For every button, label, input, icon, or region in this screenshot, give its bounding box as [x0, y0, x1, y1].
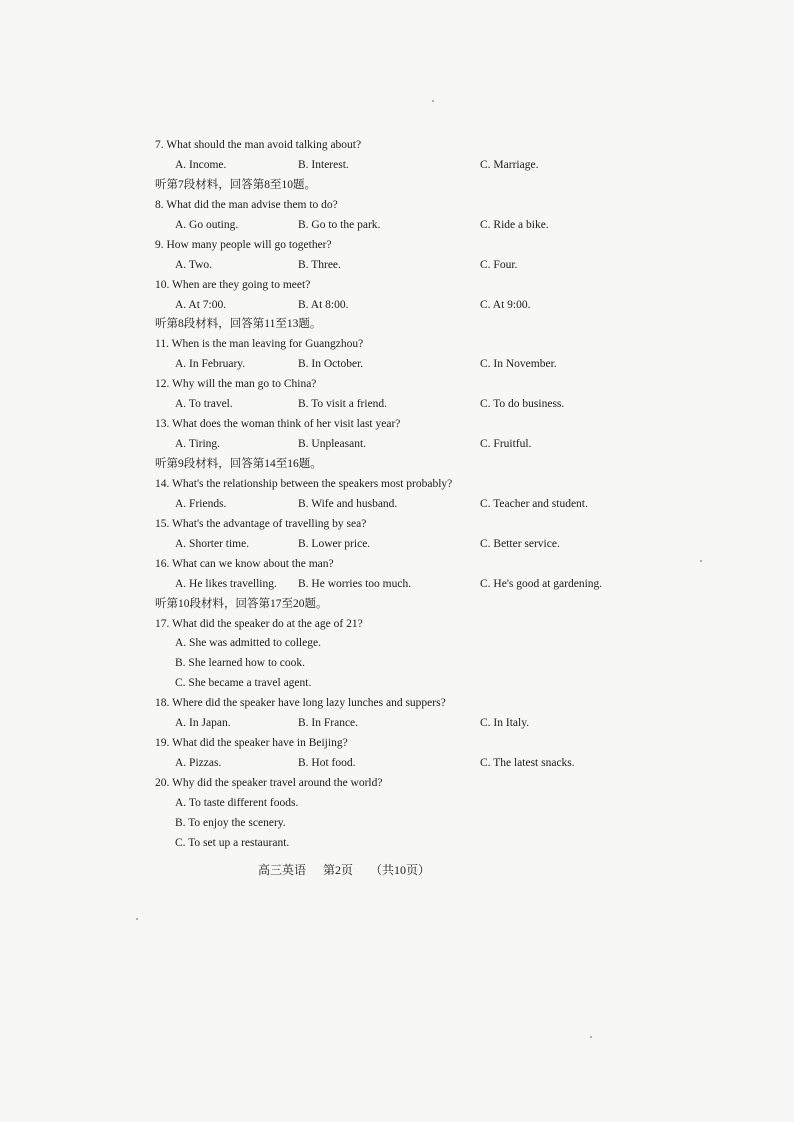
- section-heading-7: 听第7段材料，回答第8至10题。: [155, 178, 316, 191]
- question-17: 17. What did the speaker do at the age of 21?: [155, 617, 363, 630]
- option-c: C. The latest snacks.: [480, 757, 575, 770]
- options-7: [155, 156, 715, 176]
- option-a: A. He likes travelling.: [175, 577, 277, 590]
- option-c: C. Better service.: [480, 537, 560, 550]
- option-a: A. Pizzas.: [175, 757, 222, 770]
- option-b: B. She learned how to cook.: [175, 657, 305, 670]
- option-b: B. To enjoy the scenery.: [175, 816, 286, 829]
- scan-speck: [590, 1036, 592, 1038]
- options-19: [155, 754, 715, 774]
- question-14: 14. What's the relationship between the speakers most probably?: [155, 477, 453, 490]
- option-c: C. In Italy.: [480, 717, 530, 730]
- question-8: 8. What did the man advise them to do?: [155, 198, 338, 211]
- option-c: C. At 9:00.: [480, 298, 531, 311]
- options-13: [155, 435, 715, 455]
- footer-page: 第2页: [323, 863, 354, 877]
- question-13: 13. What does the woman think of her visit last year?: [155, 418, 401, 431]
- option-b: B. Lower price.: [298, 537, 371, 550]
- options-9: [155, 256, 715, 276]
- option-a: A. Go outing.: [175, 218, 239, 231]
- option-a: A. To travel.: [175, 398, 233, 411]
- option-c: C. Fruitful.: [480, 438, 532, 451]
- option-a: A. Two.: [175, 258, 212, 271]
- option-a: A. Tiring.: [175, 438, 221, 451]
- options-18: [155, 714, 715, 734]
- option-b: B. Interest.: [298, 158, 349, 171]
- options-11: [155, 355, 715, 375]
- option-a: A. She was admitted to college.: [175, 637, 321, 650]
- question-list: [155, 136, 715, 854]
- scan-speck: [432, 100, 434, 102]
- footer-subject: 高三英语: [258, 863, 307, 877]
- question-11: 11. When is the man leaving for Guangzhou?: [155, 338, 364, 351]
- option-a: A. In Japan.: [175, 717, 231, 730]
- option-a: A. At 7:00.: [175, 298, 227, 311]
- option-c: C. Ride a bike.: [480, 218, 549, 231]
- option-b: B. At 8:00.: [298, 298, 349, 311]
- options-12: [155, 395, 715, 415]
- option-c: C. She became a travel agent.: [175, 677, 312, 690]
- options-15: [155, 535, 715, 555]
- option-a: A. Shorter time.: [175, 537, 250, 550]
- option-b: B. In France.: [298, 717, 359, 730]
- question-7: 7. What should the man avoid talking about?: [155, 139, 362, 151]
- question-20: 20. Why did the speaker travel around the world?: [155, 777, 383, 789]
- section-heading-8: 听第8段材料，回答第11至13题。: [155, 318, 322, 331]
- question-16: 16. What can we know about the man?: [155, 557, 334, 570]
- option-c: C. To set up a restaurant.: [175, 836, 290, 849]
- option-b: B. Hot food.: [298, 757, 356, 770]
- section-heading-9: 听第9段材料，回答第14至16题。: [155, 458, 322, 470]
- option-b: B. Wife and husband.: [298, 497, 398, 510]
- option-c: C. Marriage.: [480, 158, 539, 171]
- option-c: C. Four.: [480, 258, 518, 271]
- option-c: C. Teacher and student.: [480, 497, 588, 510]
- footer-total: （共10页）: [370, 863, 431, 877]
- question-15: 15. What's the advantage of travelling by sea?: [155, 517, 367, 530]
- option-a: A. In February.: [175, 358, 246, 371]
- options-14: [155, 495, 715, 515]
- question-19: 19. What did the speaker have in Beijing?: [155, 737, 348, 750]
- option-b: B. In October.: [298, 358, 364, 371]
- scan-speck: [136, 918, 138, 920]
- option-c: C. In November.: [480, 358, 557, 371]
- option-b: B. Unpleasant.: [298, 438, 367, 451]
- option-b: B. Three.: [298, 258, 341, 271]
- option-b: B. Go to the park.: [298, 218, 381, 231]
- section-heading-10: 听第10段材料，回答第17至20题。: [155, 597, 328, 610]
- question-9: 9. How many people will go together?: [155, 238, 332, 251]
- question-10: 10. When are they going to meet?: [155, 278, 311, 291]
- option-a: A. Friends.: [175, 497, 227, 510]
- page-footer: [258, 861, 444, 878]
- option-c: C. He's good at gardening.: [480, 577, 603, 590]
- options-8: [155, 216, 715, 236]
- option-c: C. To do business.: [480, 398, 565, 411]
- option-a: A. To taste different foods.: [175, 796, 299, 809]
- options-10: [155, 296, 715, 316]
- option-b: B. He worries too much.: [298, 577, 412, 590]
- scan-speck: [700, 560, 702, 562]
- option-a: A. Income.: [175, 158, 227, 171]
- options-16: [155, 575, 715, 595]
- option-b: B. To visit a friend.: [298, 398, 388, 411]
- question-12: 12. Why will the man go to China?: [155, 378, 317, 391]
- question-18: 18. Where did the speaker have long lazy lunches and suppers?: [155, 697, 446, 710]
